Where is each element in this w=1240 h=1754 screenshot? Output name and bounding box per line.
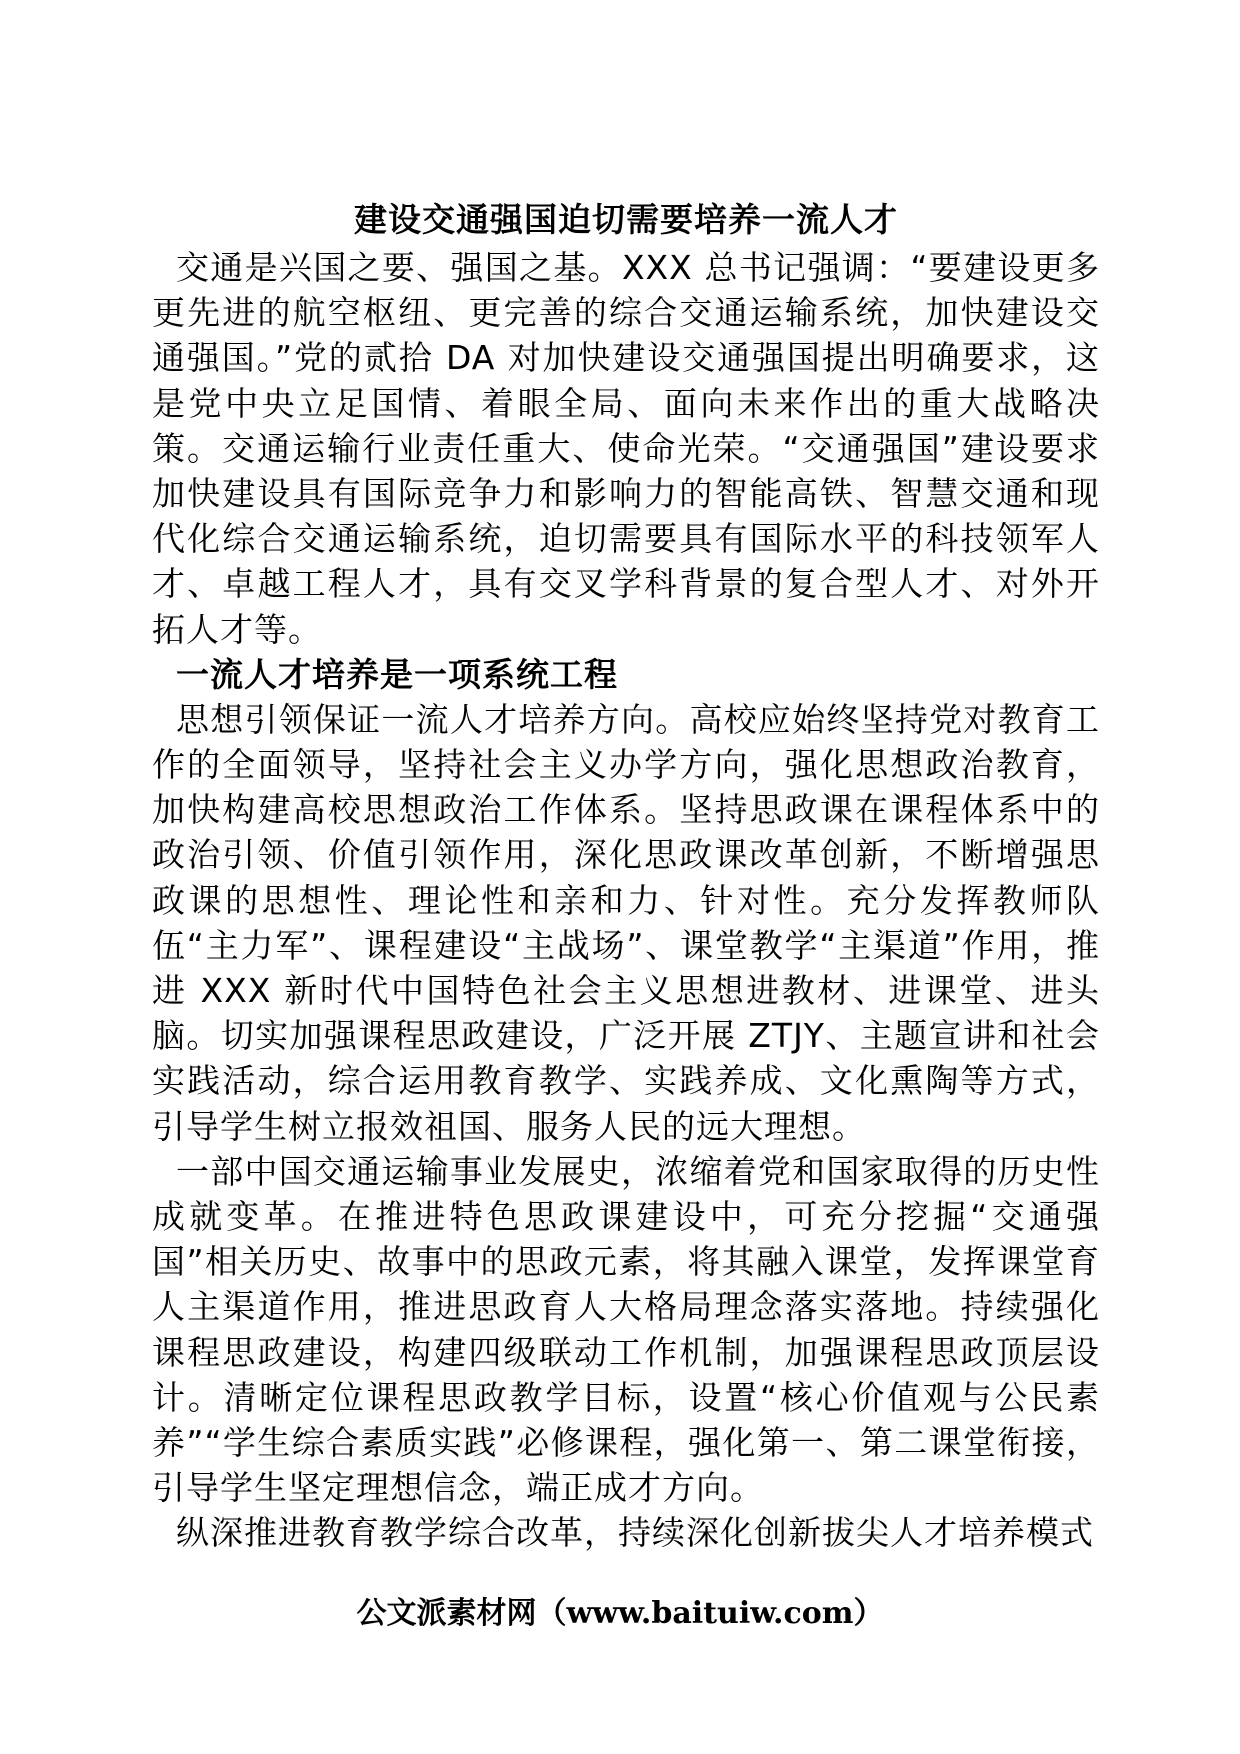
paragraph-3: 一部中国交通运输事业发展史，浓缩着党和国家取得的历史性成就变革。在推进特色思政课建设中，可充分挖掘“交通强国”相关历史、故事中的思政元素，将其融入课堂，发挥课堂育人主渠道作用，推进思政育人大格局理念落实落地。持续强化课程思政建设，构建四级联动工作机制，加强课程思政顶层设计。清晰定位课程思政教学目标，设置“核心价值观与公民素养”“学生综合素质实践”必修课程，强化第一、第二课堂衔接，引导学生坚定理想信念，端正成才方向。	[152, 1151, 1100, 1508]
section-heading: 一流人才培养是一项系统工程	[176, 654, 618, 694]
document-title: 建设交通强国迫切需要培养一流人才	[354, 200, 898, 239]
document-page	[152, 196, 1100, 1556]
footer-watermark: 公文派素材网（www.baituiw.com）	[356, 1596, 884, 1631]
paragraph-4: 纵深推进教育教学综合改革，持续深化创新拔尖人才培养模式	[176, 1513, 1094, 1553]
paragraph-1: 交通是兴国之要、强国之基。XXX 总书记强调：“要建设更多更先进的航空枢纽、更完善的综合交通运输系统，加快建设交通强国。”党的贰拾 DA 对加快建设交通强国提出明确要求，这是党中央立足国情、着眼全局、面向未来作出的重大战略决策。交通运输行业责任重大、使命光荣。“交通强国”建设要求加快建设具有国际竞争力和影响力的智能高铁、智慧交通和现代化综合交通运输系统，迫切需要具有国际水平的科技领军人才、卓越工程人才，具有交叉学科背景的复合型人才、对外开拓人才等。	[152, 248, 1100, 649]
paragraph-2: 思想引领保证一流人才培养方向。高校应始终坚持党对教育工作的全面领导，坚持社会主义办学方向，强化思想政治教育，加快构建高校思想政治工作体系。坚持思政课在课程体系中的政治引领、价值引领作用，深化思政课改革创新，不断增强思政课的思想性、理论性和亲和力、针对性。充分发挥教师队伍“主力军”、课程建设“主战场”、课堂教学“主渠道”作用，推进 XXX 新时代中国特色社会主义思想进教材、进课堂、进头脑。切实加强课程思政建设，广泛开展 ZTJY、主题宣讲和社会实践活动，综合运用教育教学、实践养成、文化熏陶等方式，引导学生树立报效祖国、服务人民的远大理想。	[152, 699, 1100, 1146]
